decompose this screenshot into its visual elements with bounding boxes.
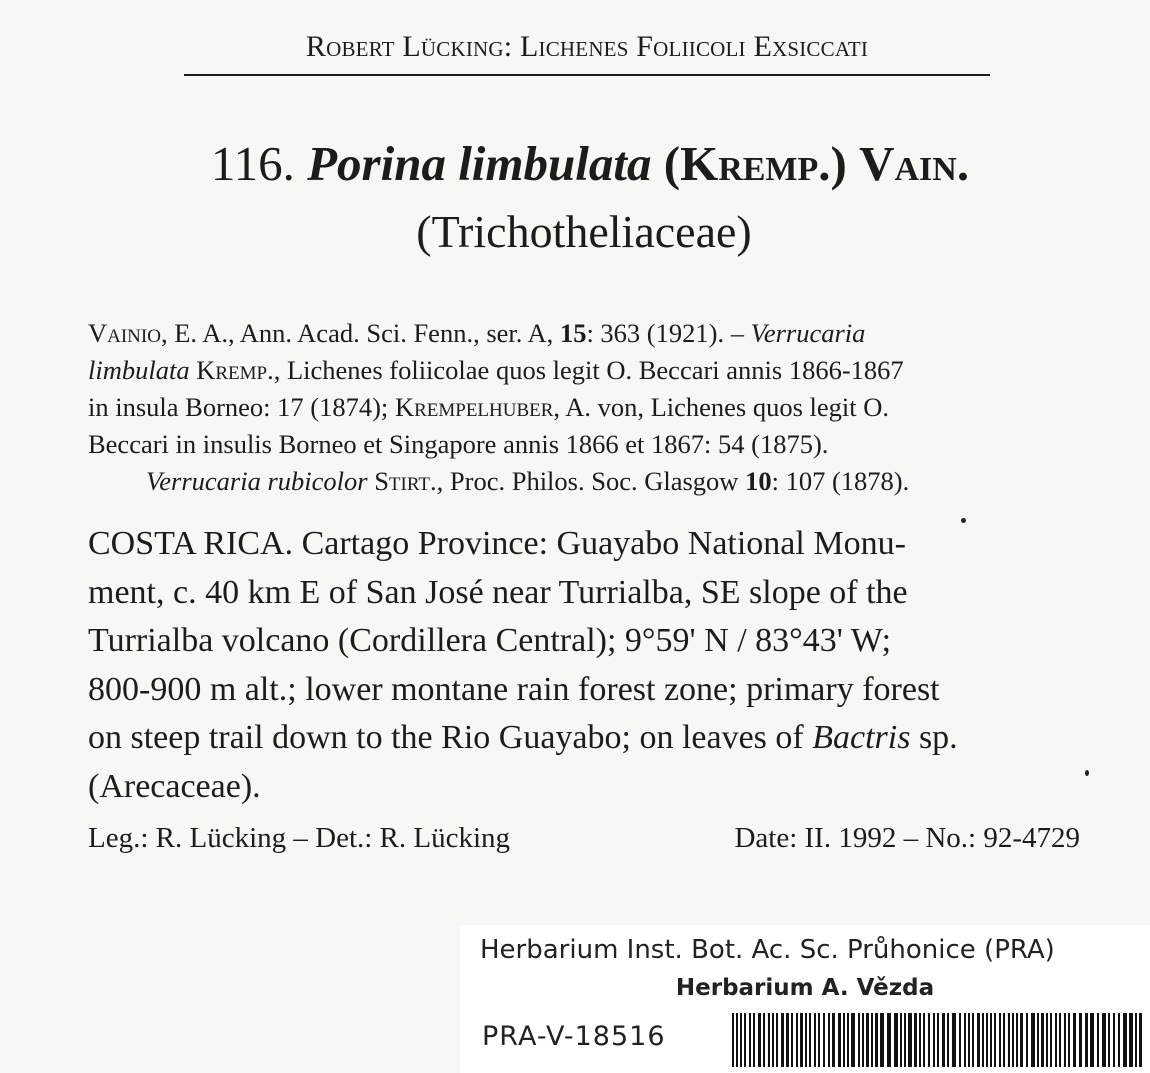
locality-line: 800-900 m alt.; lower montane rain forest zone; primary forest — [88, 670, 940, 708]
herbarium-institution: Herbarium Inst. Bot. Ac. Sc. Průhonice (PRA) — [480, 935, 1055, 965]
barcode-bar — [1135, 1013, 1137, 1067]
barcode-bar — [914, 1013, 917, 1067]
locality-description — [88, 520, 1083, 811]
date-number: Date: II. 1992 – No.: 92-4729 — [734, 822, 1080, 854]
specimen-id: PRA-V-18516 — [482, 1021, 666, 1052]
barcode-bar — [959, 1013, 961, 1067]
barcode-bar — [968, 1013, 970, 1067]
barcode-bar — [887, 1013, 891, 1067]
barcode-bar — [908, 1013, 912, 1067]
barcode-bar — [1108, 1013, 1110, 1067]
barcode-bar — [838, 1013, 841, 1067]
barcode-bar — [858, 1013, 860, 1067]
barcode-bar — [1068, 1013, 1070, 1067]
barcode-bar — [964, 1013, 966, 1067]
series-underline — [184, 74, 990, 76]
barcode-bar — [1055, 1013, 1057, 1067]
barcode-bar — [1085, 1013, 1088, 1067]
barcode-bar — [1090, 1013, 1094, 1067]
barcode-bar — [937, 1013, 939, 1067]
barcode-bar — [763, 1013, 765, 1067]
barcode-bar — [1020, 1013, 1023, 1067]
locality-line: on steep trail down to the Rio Guayabo; on leaves of Bactris sp. — [88, 719, 958, 756]
barcode-bar — [796, 1013, 798, 1067]
barcode-bar — [1129, 1013, 1133, 1067]
barcode-bar — [933, 1013, 935, 1067]
taxon-authority: Vain. — [859, 136, 970, 191]
barcode-bar — [1050, 1013, 1052, 1067]
biblio-line: Beccari in insulis Borneo et Singapore annis 1866 et 1867: 54 (1875). — [88, 429, 829, 459]
locality-line: Turrialba volcano (Cordillera Central); 9°59' N / 83°43' W; — [88, 622, 892, 659]
locality-line: ment, c. 40 km E of San José near Turrialba, SE slope of the — [88, 573, 908, 611]
barcode-bar — [818, 1013, 820, 1067]
barcode-bar — [781, 1013, 784, 1067]
barcode-bar — [768, 1013, 770, 1067]
barcode-bar — [809, 1013, 811, 1067]
barcode-bar — [1073, 1013, 1076, 1067]
barcode-bar — [1118, 1013, 1120, 1067]
ink-speck — [1085, 770, 1089, 776]
barcode-bar — [1037, 1013, 1039, 1067]
barcode-bar — [800, 1013, 803, 1067]
barcode-bar — [786, 1013, 789, 1067]
barcode-bar — [1113, 1013, 1115, 1067]
barcode-bar — [851, 1013, 855, 1067]
barcode-bar — [776, 1013, 778, 1067]
barcode-bar — [758, 1013, 761, 1067]
barcode-bar — [1059, 1013, 1061, 1067]
barcode-bar — [1064, 1013, 1066, 1067]
exsiccata-number: 116. — [210, 136, 295, 191]
bibliography — [88, 315, 1083, 500]
barcode-bar — [942, 1013, 945, 1067]
barcode-bar — [880, 1013, 884, 1067]
locality-line: (Arecaceae). — [88, 767, 261, 805]
barcode-bar — [923, 1013, 925, 1067]
barcode-bar — [1046, 1013, 1048, 1067]
barcode-bar — [977, 1013, 980, 1067]
taxon-name: Porina limbulata — [307, 136, 652, 191]
barcode-bar — [749, 1013, 751, 1067]
barcode-bar — [753, 1013, 755, 1067]
barcode-bar — [791, 1013, 793, 1067]
barcode-bar — [1041, 1013, 1044, 1067]
barcode-bar — [805, 1013, 807, 1067]
barcode-bar — [1102, 1013, 1106, 1067]
biblio-line: limbulata Kremp., Lichenes foliicolae quos legit O. Beccari annis 1866-1867 — [88, 355, 904, 385]
barcode-bar — [843, 1013, 845, 1067]
barcode-bar — [1026, 1013, 1028, 1067]
barcode-bar — [986, 1013, 988, 1067]
locality-line: COSTA RICA. Cartago Province: Guayabo National Monu- — [88, 525, 906, 562]
biblio-line: in insula Borneo: 17 (1874); Krempelhuber, A. von, Lichenes quos legit O. — [88, 392, 890, 422]
barcode-bar — [772, 1013, 774, 1067]
barcode-bar — [1139, 1013, 1142, 1067]
barcode-bar — [814, 1013, 816, 1067]
herbarium-stamp — [460, 925, 1150, 1073]
barcode-bar — [732, 1013, 734, 1067]
barcode-bar — [972, 1013, 974, 1067]
barcode-bar — [952, 1013, 956, 1067]
family-name: (Trichotheliaceae) — [416, 206, 752, 257]
barcode-bar — [999, 1013, 1001, 1067]
barcode-bar — [862, 1013, 864, 1067]
taxon-authority-basionym: (Kremp.) — [663, 136, 847, 191]
barcode-bar — [847, 1013, 849, 1067]
ink-speck — [961, 518, 966, 523]
barcode-bar — [900, 1013, 902, 1067]
barcode-bar — [1003, 1013, 1005, 1067]
barcode-bar — [866, 1013, 869, 1067]
series-header: Robert Lücking: Lichenes Foliicoli Exsiccati — [305, 30, 869, 63]
barcode-bar — [1079, 1013, 1082, 1067]
barcode-bar — [947, 1013, 949, 1067]
collector-determiner: Leg.: R. Lücking – Det.: R. Lücking — [88, 822, 511, 854]
barcode-bar — [832, 1013, 835, 1067]
barcode-bar — [828, 1013, 830, 1067]
barcode-bar — [990, 1013, 992, 1067]
barcode-bar — [871, 1013, 873, 1067]
barcode-bar — [1008, 1013, 1010, 1067]
biblio-line: Vainio, E. A., Ann. Acad. Sci. Fenn., ser. A, 15: 363 (1921). – Verrucaria — [88, 318, 866, 348]
herbarium-collection: Herbarium A. Vězda — [675, 975, 935, 1001]
biblio-line-synonym: Verrucaria rubicolor Stirt., Proc. Philos. Soc. Glasgow 10: 107 (1878). — [146, 466, 910, 496]
specimen-title — [0, 135, 1150, 192]
barcode — [732, 1013, 1142, 1067]
barcode-bar — [994, 1013, 996, 1067]
barcode-bar — [904, 1013, 906, 1067]
barcode-bar — [736, 1013, 738, 1067]
barcode-bar — [875, 1013, 878, 1067]
barcode-bar — [1031, 1013, 1035, 1067]
barcode-bar — [982, 1013, 984, 1067]
barcode-bar — [1123, 1013, 1127, 1067]
barcode-bar — [740, 1013, 742, 1067]
barcode-bar — [928, 1013, 930, 1067]
barcode-bar — [1016, 1013, 1018, 1067]
barcode-bar — [1097, 1013, 1099, 1067]
barcode-bar — [823, 1013, 825, 1067]
barcode-bar — [744, 1013, 746, 1067]
barcode-bar — [894, 1013, 898, 1067]
barcode-bar — [1012, 1013, 1014, 1067]
barcode-bar — [919, 1013, 921, 1067]
